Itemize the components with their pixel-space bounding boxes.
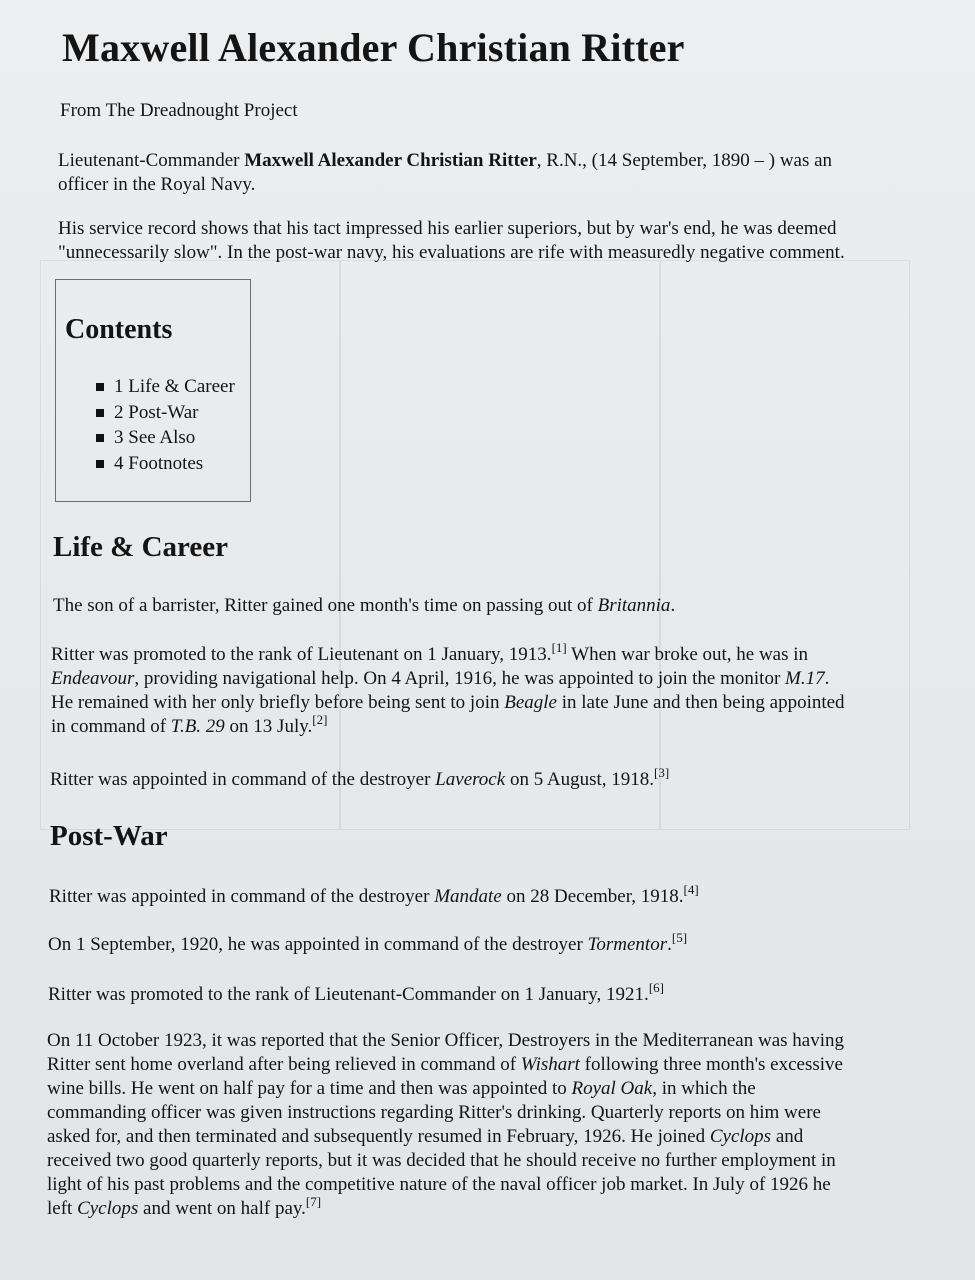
life-paragraph-3: Ritter was appointed in command of the destroyer Laverock on 5 August, 1918.[3] (50, 764, 670, 790)
bullet-icon (96, 409, 104, 417)
intro-paragraph: Lieutenant-Commander Maxwell Alexander Christian Ritter, R.N., (14 September, 1890 – ) was an officer in the Royal Navy. (58, 150, 833, 195)
footnote-ref-1[interactable]: [1] (551, 639, 567, 655)
life-paragraph-2: Ritter was promoted to the rank of Lieutenant on 1 January, 1913.[1] When war broke out, he was in Endeavour, providing navigational help. On 4 April, 1916, he was appointed to join the monitor M.17. He remained with her only briefly before being sent to join Beagle in late June and then being appointed in command of T.B. 29 on 13 July.[2] (51, 639, 845, 737)
contents-heading: Contents (65, 314, 173, 345)
postwar-paragraph-2: On 1 September, 1920, he was appointed in command of the destroyer Tormentor.[5] (48, 929, 688, 955)
footnote-ref-5[interactable]: [5] (671, 929, 688, 945)
contents-item-post-war[interactable]: 2 Post-War (96, 400, 235, 426)
contents-item-see-also[interactable]: 3 See Also (96, 425, 235, 451)
contents-list (96, 374, 235, 476)
footnote-ref-6[interactable]: [6] (648, 979, 664, 995)
source-line: From The Dreadnought Project (60, 100, 298, 121)
bullet-icon (96, 383, 104, 391)
footnote-ref-2[interactable]: [2] (312, 711, 328, 727)
person-name: Maxwell Alexander Christian Ritter (244, 150, 537, 171)
section-heading-post-war: Post-War (50, 820, 168, 852)
postwar-paragraph-3: Ritter was promoted to the rank of Lieutenant-Commander on 1 January, 1921.[6] (48, 979, 664, 1005)
contents-item-life-career[interactable]: 1 Life & Career (96, 374, 235, 400)
page-title: Maxwell Alexander Christian Ritter (62, 25, 685, 70)
postwar-paragraph-1: Ritter was appointed in command of the destroyer Mandate on 28 December, 1918.[4] (49, 881, 699, 907)
footnote-ref-4[interactable]: [4] (683, 881, 699, 897)
footnote-ref-3[interactable]: [3] (654, 764, 670, 780)
footnote-ref-7[interactable]: [7] (305, 1193, 322, 1209)
life-paragraph-1: The son of a barrister, Ritter gained one month's time on passing out of Britannia. (53, 595, 676, 616)
summary-paragraph: His service record shows that his tact impressed his earlier superiors, but by war's end, he was deemed "unnecessarily slow". In the post-war navy, his evaluations are rife with measuredly negative comment. (58, 218, 845, 263)
bullet-icon (96, 460, 104, 468)
postwar-paragraph-4: On 11 October 1923, it was reported that the Senior Officer, Destroyers in the Mediterranean was having Ritter sent home overland after being relieved in command of Wishart following three month's excessive wine bills. He went on half pay for a time and then was appointed to Royal Oak, in which the commanding officer was given instructions regarding Ritter's drinking. Quarterly reports on him were asked for, and then terminated and subsequently resumed in February, 1926. He joined Cyclops and received two good quarterly reports, but it was decided that he should receive no further employment in light of his past problems and the competitive nature of the naval officer job market. In July of 1926 he left Cyclops and went on half pay.[7] (47, 1030, 844, 1219)
bullet-icon (96, 434, 104, 442)
section-heading-life-career: Life & Career (53, 531, 228, 563)
contents-item-footnotes[interactable]: 4 Footnotes (96, 451, 235, 477)
table-of-contents (55, 279, 251, 502)
